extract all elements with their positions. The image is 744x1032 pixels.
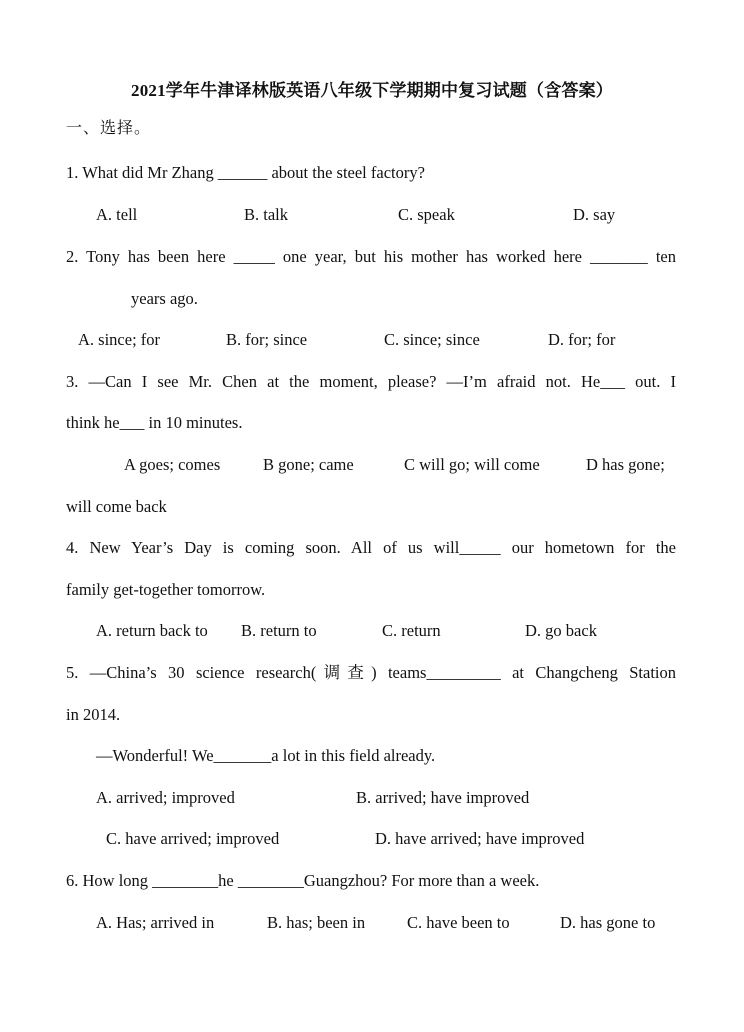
question-3-option-c: C will go; will come bbox=[404, 455, 540, 474]
question-1-option-c: C. speak bbox=[398, 205, 455, 224]
question-2-stem-cont: years ago. bbox=[131, 289, 198, 308]
question-2-option-d: D. for; for bbox=[548, 330, 616, 349]
question-3-option-a: A goes; comes bbox=[124, 455, 221, 474]
question-5-reply: —Wonderful! We_______a lot in this field already. bbox=[96, 746, 436, 765]
question-6-option-c: C. have been to bbox=[407, 913, 510, 932]
question-3-stem-cont: think he___ in 10 minutes. bbox=[66, 413, 243, 432]
question-5-option-d: D. have arrived; have improved bbox=[375, 829, 585, 848]
question-6-option-d: D. has gone to bbox=[560, 913, 656, 932]
question-5-stem-cont: in 2014. bbox=[66, 705, 121, 724]
question-1-option-d: D. say bbox=[573, 205, 616, 224]
question-5-option-c: C. have arrived; improved bbox=[106, 829, 280, 848]
question-3-option-b: B gone; came bbox=[263, 455, 354, 474]
question-1-stem: 1. What did Mr Zhang ______ about the steel factory? bbox=[66, 163, 425, 182]
question-4-option-b: B. return to bbox=[241, 621, 317, 640]
question-4-option-c: C. return bbox=[382, 621, 441, 640]
question-2-option-c: C. since; since bbox=[384, 330, 480, 349]
question-4-option-a: A. return back to bbox=[96, 621, 208, 640]
question-2-option-b: B. for; since bbox=[226, 330, 308, 349]
question-5-option-b: B. arrived; have improved bbox=[356, 788, 530, 807]
question-4-stem: 4. New Year’s Day is coming soon. All of us will_____ our hometown for the bbox=[66, 538, 676, 557]
question-4-stem-cont: family get-together tomorrow. bbox=[66, 580, 266, 599]
question-3-option-d: D has gone; bbox=[586, 455, 665, 474]
page-title: 2021学年牛津译林版英语八年级下学期期中复习试题（含答案） bbox=[131, 81, 613, 100]
question-2-stem: 2. Tony has been here _____ one year, but his mother has worked here _______ ten bbox=[66, 247, 676, 266]
question-1-option-b: B. talk bbox=[244, 205, 288, 224]
section-heading: 一、选择。 bbox=[66, 120, 152, 137]
question-2-option-a: A. since; for bbox=[78, 330, 161, 349]
question-3-option-d-cont: will come back bbox=[66, 497, 167, 516]
question-5-option-a: A. arrived; improved bbox=[96, 788, 235, 807]
question-4-option-d: D. go back bbox=[525, 621, 597, 640]
question-3-stem: 3. —Can I see Mr. Chen at the moment, please? —I’m afraid not. He___ out. I bbox=[66, 372, 676, 391]
question-5-stem: 5. —China’s 30 science research(调查) teams_________ at Changcheng Station bbox=[66, 663, 676, 682]
question-6-stem: 6. How long ________he ________Guangzhou? For more than a week. bbox=[66, 871, 540, 890]
question-6-option-b: B. has; been in bbox=[267, 913, 366, 932]
question-1-option-a: A. tell bbox=[96, 205, 138, 224]
question-6-option-a: A. Has; arrived in bbox=[96, 913, 215, 932]
